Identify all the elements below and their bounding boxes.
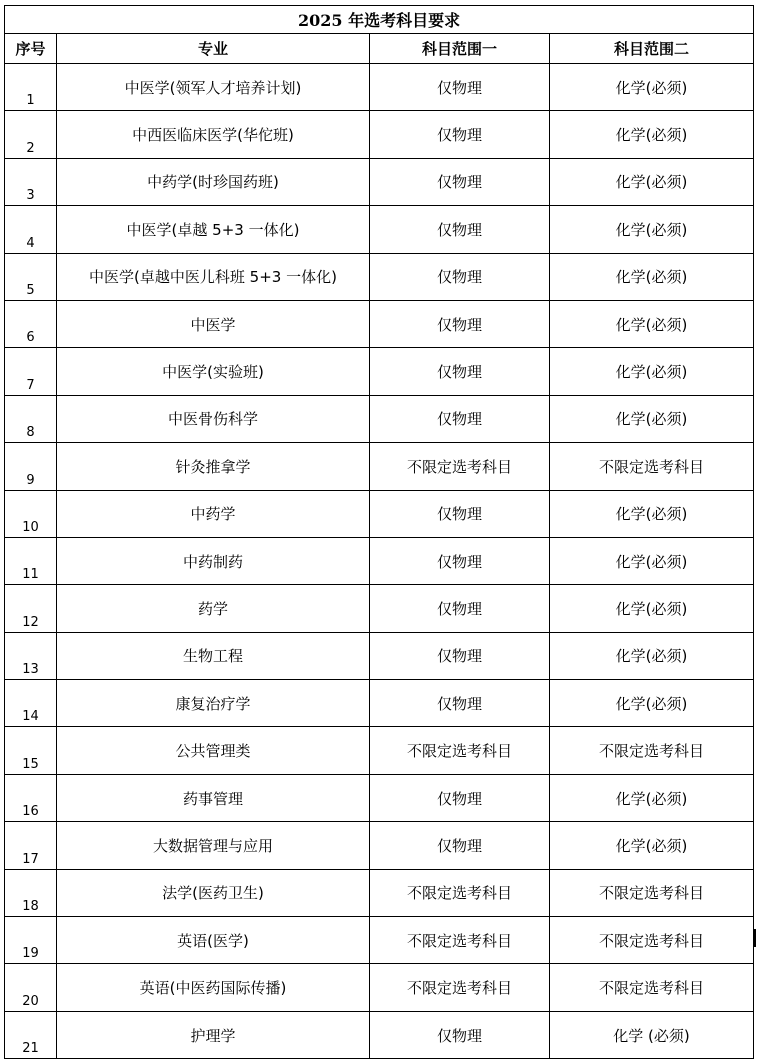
row-major: 中药学(时珍国药班) — [57, 158, 370, 205]
table-row — [5, 822, 754, 869]
table-row — [5, 395, 754, 442]
row-major: 生物工程 — [57, 632, 370, 679]
table-row — [5, 158, 754, 205]
row-range-two: 化学(必须) — [550, 300, 754, 347]
row-range-one: 仅物理 — [370, 348, 550, 395]
row-major: 英语(医学) — [57, 917, 370, 964]
row-range-one: 仅物理 — [370, 64, 550, 111]
row-index: 13 — [5, 632, 57, 679]
header-range-one: 科目范围一 — [370, 34, 550, 64]
row-range-one: 仅物理 — [370, 1011, 550, 1058]
row-range-one: 仅物理 — [370, 158, 550, 205]
table-row — [5, 585, 754, 632]
row-index: 6 — [5, 300, 57, 347]
row-major: 中西医临床医学(华佗班) — [57, 111, 370, 158]
table-row — [5, 253, 754, 300]
row-range-one: 不限定选考科目 — [370, 727, 550, 774]
row-range-one: 仅物理 — [370, 395, 550, 442]
row-range-two: 化学(必须) — [550, 680, 754, 727]
row-range-one: 仅物理 — [370, 537, 550, 584]
row-major: 药学 — [57, 585, 370, 632]
row-major: 药事管理 — [57, 774, 370, 821]
row-range-two: 化学(必须) — [550, 822, 754, 869]
table-row — [5, 64, 754, 111]
header-range-two: 科目范围二 — [550, 34, 754, 64]
table-title: 2025 年选考科目要求 — [5, 6, 754, 34]
row-major: 中药学 — [57, 490, 370, 537]
row-range-two: 化学(必须) — [550, 111, 754, 158]
row-major: 中医学 — [57, 300, 370, 347]
row-range-one: 仅物理 — [370, 585, 550, 632]
row-range-one: 仅物理 — [370, 774, 550, 821]
row-index: 16 — [5, 774, 57, 821]
row-major: 中医学(卓越中医儿科班 5+3 一体化) — [57, 253, 370, 300]
table-row — [5, 490, 754, 537]
table-row — [5, 300, 754, 347]
row-major: 康复治疗学 — [57, 680, 370, 727]
row-major: 护理学 — [57, 1011, 370, 1058]
header-index: 序号 — [5, 34, 57, 64]
row-range-two: 不限定选考科目 — [550, 964, 754, 1011]
row-index: 20 — [5, 964, 57, 1011]
row-range-two: 不限定选考科目 — [550, 917, 754, 964]
row-range-one: 不限定选考科目 — [370, 869, 550, 916]
table-row — [5, 632, 754, 679]
row-index: 9 — [5, 443, 57, 490]
table-row — [5, 680, 754, 727]
row-range-one: 仅物理 — [370, 206, 550, 253]
row-range-two: 不限定选考科目 — [550, 727, 754, 774]
row-index: 18 — [5, 869, 57, 916]
row-index: 12 — [5, 585, 57, 632]
row-major: 大数据管理与应用 — [57, 822, 370, 869]
row-range-two: 化学(必须) — [550, 632, 754, 679]
table-row — [5, 537, 754, 584]
row-range-two: 化学(必须) — [550, 395, 754, 442]
row-range-one: 仅物理 — [370, 632, 550, 679]
row-range-one: 仅物理 — [370, 680, 550, 727]
row-range-two: 化学(必须) — [550, 774, 754, 821]
row-range-one: 不限定选考科目 — [370, 964, 550, 1011]
row-major: 中医骨伤科学 — [57, 395, 370, 442]
table-row — [5, 206, 754, 253]
row-range-two: 化学(必须) — [550, 206, 754, 253]
subject-requirements-table — [4, 5, 754, 1059]
row-range-two: 化学(必须) — [550, 158, 754, 205]
title-row — [5, 6, 754, 34]
row-range-two: 化学 (必须) — [550, 1011, 754, 1058]
row-index: 3 — [5, 158, 57, 205]
header-row — [5, 34, 754, 64]
table-row — [5, 964, 754, 1011]
header-major: 专业 — [57, 34, 370, 64]
row-major: 法学(医药卫生) — [57, 869, 370, 916]
row-index: 4 — [5, 206, 57, 253]
row-range-one: 不限定选考科目 — [370, 917, 550, 964]
row-index: 15 — [5, 727, 57, 774]
row-index: 19 — [5, 917, 57, 964]
table-row — [5, 727, 754, 774]
row-index: 1 — [5, 64, 57, 111]
row-major: 公共管理类 — [57, 727, 370, 774]
row-index: 17 — [5, 822, 57, 869]
row-range-two: 化学(必须) — [550, 537, 754, 584]
row-major: 英语(中医药国际传播) — [57, 964, 370, 1011]
row-range-two: 化学(必须) — [550, 585, 754, 632]
row-range-one: 仅物理 — [370, 490, 550, 537]
row-major: 中药制药 — [57, 537, 370, 584]
row-major: 中医学(实验班) — [57, 348, 370, 395]
row-index: 21 — [5, 1011, 57, 1058]
row-range-one: 仅物理 — [370, 253, 550, 300]
table-row — [5, 917, 754, 964]
table-row — [5, 443, 754, 490]
text-cursor — [754, 929, 756, 947]
table-row — [5, 774, 754, 821]
row-range-one: 仅物理 — [370, 111, 550, 158]
row-range-one: 仅物理 — [370, 300, 550, 347]
row-index: 7 — [5, 348, 57, 395]
row-range-two: 化学(必须) — [550, 64, 754, 111]
row-index: 2 — [5, 111, 57, 158]
row-index: 10 — [5, 490, 57, 537]
table-row — [5, 348, 754, 395]
row-index: 11 — [5, 537, 57, 584]
row-range-one: 仅物理 — [370, 822, 550, 869]
row-range-two: 不限定选考科目 — [550, 869, 754, 916]
row-major: 中医学(卓越 5+3 一体化) — [57, 206, 370, 253]
row-range-two: 化学(必须) — [550, 253, 754, 300]
table-row — [5, 111, 754, 158]
table-row — [5, 869, 754, 916]
table-row — [5, 1011, 754, 1058]
row-range-two: 化学(必须) — [550, 490, 754, 537]
row-range-two: 化学(必须) — [550, 348, 754, 395]
row-range-two: 不限定选考科目 — [550, 443, 754, 490]
row-major: 中医学(领军人才培养计划) — [57, 64, 370, 111]
row-range-one: 不限定选考科目 — [370, 443, 550, 490]
row-major: 针灸推拿学 — [57, 443, 370, 490]
row-index: 8 — [5, 395, 57, 442]
row-index: 5 — [5, 253, 57, 300]
row-index: 14 — [5, 680, 57, 727]
